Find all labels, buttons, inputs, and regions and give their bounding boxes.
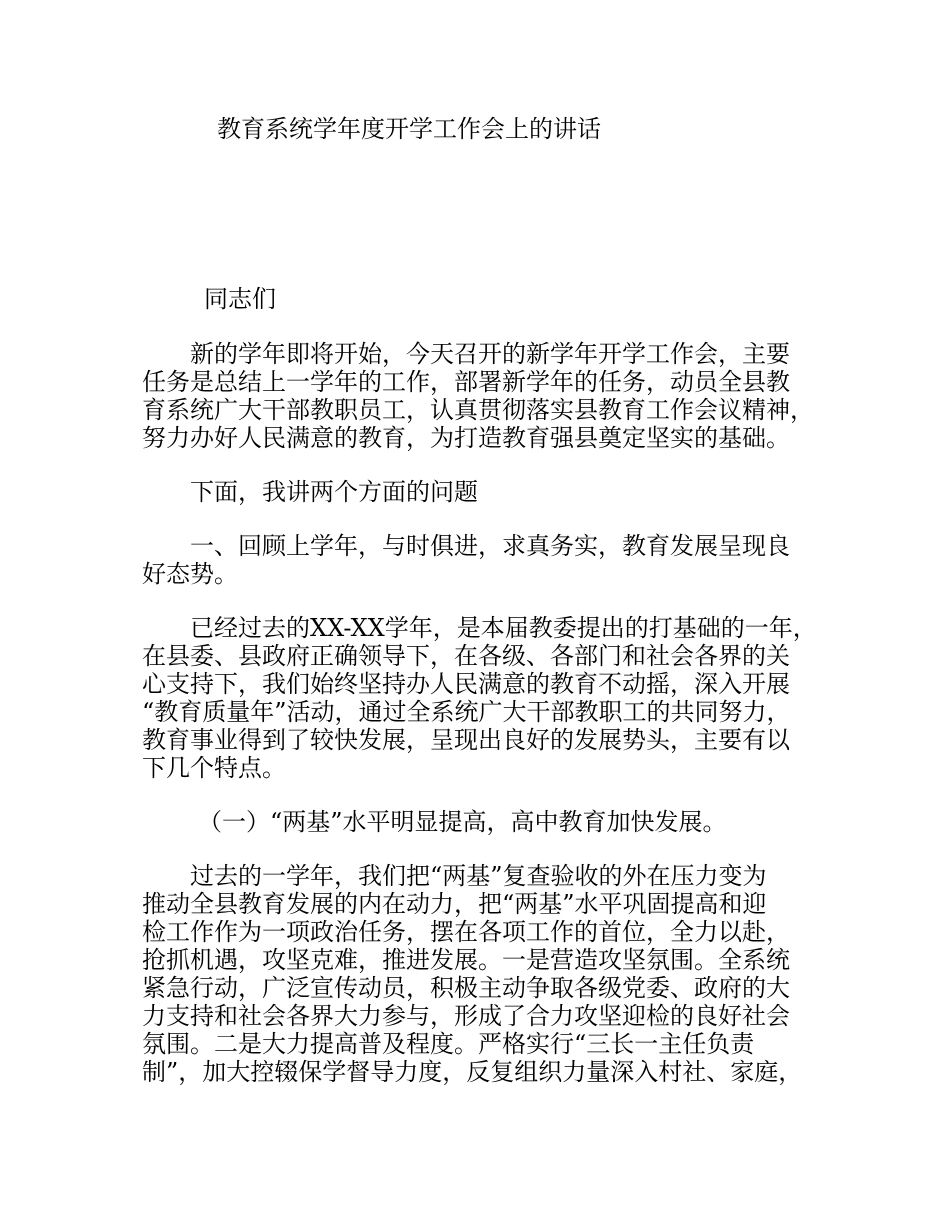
greeting: 同志们: [204, 285, 276, 313]
document-body: [142, 340, 832, 1112]
text-line: “教育质量年”活动，通过全系统广大干部教职工的共同努力，: [142, 698, 791, 726]
text-line: 氛围。二是大力提高普及程度。严格实行“三长一主任负责: [142, 1030, 755, 1058]
text-line: 已经过去的XX-XX学年，是本届教委提出的打基础的一年，: [190, 614, 817, 642]
text-line: 推动全县教育发展的内在动力，把“两基”水平巩固提高和迎: [142, 890, 767, 918]
paragraph: [142, 340, 832, 452]
text-line: 下几个特点。: [142, 754, 286, 782]
text-line: 力支持和社会各界大力参与，形成了合力攻坚迎检的良好社会: [142, 1002, 790, 1030]
text-line: 育系统广大干部教职员工，认真贯彻落实县教育工作会议精神，: [142, 396, 814, 424]
text-line: 好态势。: [142, 560, 238, 588]
text-line: 下面，我讲两个方面的问题: [190, 478, 478, 506]
text-line: 紧急行动，广泛宣传动员，积极主动争取各级党委、政府的大: [142, 974, 790, 1002]
paragraph: [142, 862, 832, 1086]
text-line: 努力办好人民满意的教育，为打造教育强县奠定坚实的基础。: [142, 424, 790, 452]
section-heading: [142, 532, 832, 588]
paragraph: [142, 478, 832, 506]
text-line: 检工作作为一项政治任务，摆在各项工作的首位，全力以赴，: [142, 918, 790, 946]
text-line: （一）“两基”水平明显提高，高中教育加快发展。: [198, 808, 727, 836]
paragraph: [142, 614, 832, 782]
text-line: 新的学年即将开始，今天召开的新学年开学工作会，主要: [190, 340, 790, 368]
text-line: 任务是总结上一学年的工作，部署新学年的任务，动员全县教: [142, 368, 790, 396]
text-line: 过去的一学年，我们把“两基”复查验收的外在压力变为: [190, 862, 767, 890]
text-line: 在县委、县政府正确领导下，在各级、各部门和社会各界的关: [142, 642, 790, 670]
text-line: 心支持下，我们始终坚持办人民满意的教育不动摇，深入开展: [142, 670, 790, 698]
text-line: 制”，加大控辍保学督导力度，反复组织力量深入村社、家庭，: [142, 1058, 803, 1086]
text-line: 教育事业得到了较快发展，呈现出良好的发展势头，主要有以: [142, 726, 790, 754]
text-line: 一、回顾上学年，与时俱进，求真务实，教育发展呈现良: [190, 532, 790, 560]
subsection-heading: [142, 808, 832, 836]
document-title: 教育系统学年度开学工作会上的讲话: [217, 115, 601, 143]
text-line: 抢抓机遇，攻坚克难，推进发展。一是营造攻坚氛围。全系统: [142, 946, 790, 974]
